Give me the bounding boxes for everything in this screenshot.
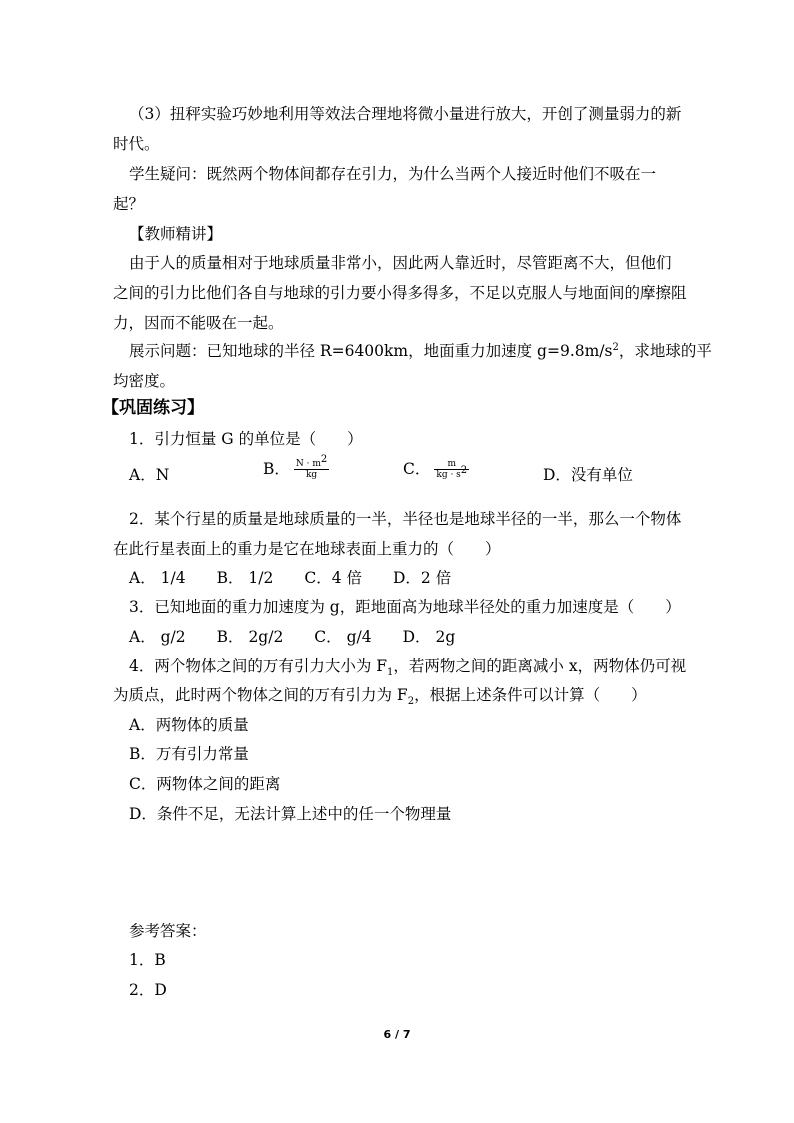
question-4-option-a: A．两物体的质量 [129, 716, 249, 734]
teacher-text-line-2: 之间的引力比他们各自与地球的引力要小得多得多，不足以克服人与地面间的摩擦阻 [113, 284, 687, 302]
question-1-option-d: D．没有单位 [543, 466, 633, 484]
question-4-stem-line-1: 4．两个物体之间的万有引力大小为 $F_1$，若两物之间的距离减小 x，两物体仍可视 [129, 657, 687, 679]
question-3-options: A． g/2 B． 2g/2 C． g/4 D． 2g [129, 628, 456, 646]
teacher-text-line-1: 由于人的质量相对于地球质量非常小，因此两人靠近时，尽管距离不大，但他们 [129, 254, 672, 272]
practice-heading: 【巩固练习】 [102, 398, 204, 418]
fraction-nm2-kg: $\frac{N \cdot m^2}{kg}$ [295, 453, 328, 480]
question-1-option-a: A．N [129, 466, 170, 484]
problem-line-2: 均密度。 [113, 372, 176, 390]
answer-item-2: 2．D [129, 981, 167, 999]
student-question-line-2: 起？ [113, 195, 145, 213]
fraction-m-kgs2: $\frac{m}{kg \cdot s^2}$ [436, 458, 468, 480]
question-4-option-c: C．两物体之间的距离 [129, 775, 281, 793]
question-1-stem: 1．引力恒量 G 的单位是（ ） [129, 430, 363, 448]
question-4-option-d: D．条件不足，无法计算上述中的任一个物理量 [129, 805, 452, 823]
question-4-option-b: B．万有引力常量 [129, 745, 249, 763]
answers-heading: 参考答案： [129, 922, 207, 940]
question-2-stem-line-2: 在此行星表面上的重力是它在地球表面上重力的（ ） [113, 540, 501, 558]
page-number: 6 / 7 [383, 1028, 411, 1041]
answer-item-1: 1．B [129, 951, 166, 969]
student-question-line-1: 学生疑问：既然两个物体间都存在引力，为什么当两个人接近时他们不吸在一 [129, 165, 657, 183]
question-3-stem: 3．已知地面的重力加速度为 g，距地面高为地球半径处的重力加速度是（ ） [129, 598, 681, 616]
paragraph-torsion-line-2: 时代。 [113, 135, 160, 153]
paragraph-torsion-line-1: （3）扭秤实验巧妙地利用等效法合理地将微小量进行放大，开创了测量弱力的新 [129, 105, 682, 123]
question-2-stem-line-1: 2．某个行星的质量是地球质量的一半，半径也是地球半径的一半，那么一个物体 [129, 510, 682, 528]
problem-line-1: 展示问题：已知地球的半径 R=6400km，地面重力加速度 $g=9.8m/s^2$，求地球的平 [129, 341, 712, 360]
question-4-stem-line-2: 为质点，此时两个物体之间的万有引力为 $F_2$，根据上述条件可以计算（ ） [113, 686, 647, 708]
question-1-option-c: C． $\frac{m}{kg \cdot s^2}$ [403, 458, 468, 480]
teacher-text-line-3: 力，因而不能吸在一起。 [113, 314, 284, 332]
question-2-options: A． 1/4 B． 1/2 C．4 倍 D．2 倍 [129, 569, 452, 587]
question-1-option-b: B． $\frac{N \cdot m^2}{kg}$ [263, 453, 328, 480]
teacher-heading: 【教师精讲】 [129, 225, 223, 243]
